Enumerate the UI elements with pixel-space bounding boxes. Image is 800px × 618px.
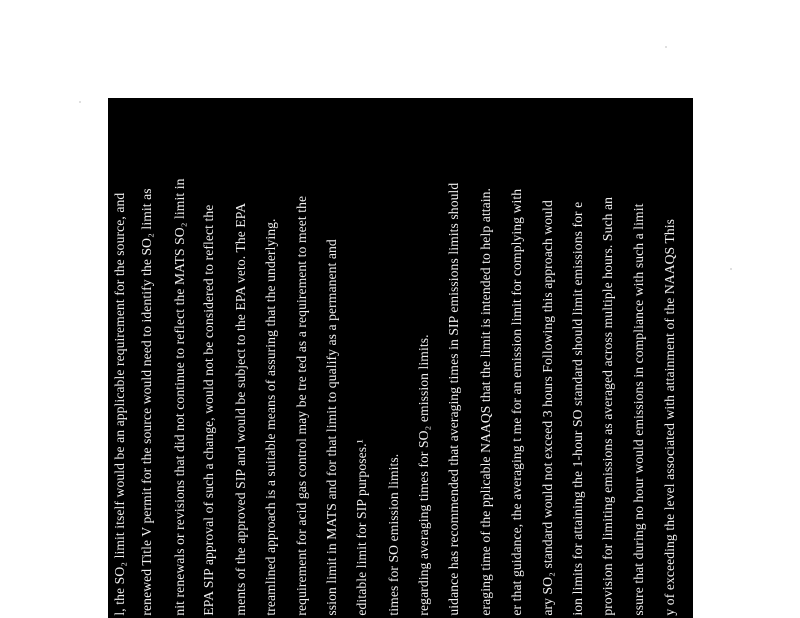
text-line: y of exceeding the level associated with attainment of the NAAQS This: [662, 219, 678, 616]
text-line: l, the SO₂ limit itself would be an applicable requirement for the source, and: [112, 193, 128, 616]
text-line: treamlined approach is a suitable means of assuring that the underlying.: [263, 218, 279, 616]
scan-speck: [730, 268, 732, 270]
text-line: renewed Title V permit for the source would need to identify the SO₂ limit as: [139, 188, 155, 616]
text-line: regarding averaging times for SO₂ emission limits.: [416, 334, 432, 616]
text-line: ary SO₂ standard would not exceed 3 hours Following this approach would: [540, 200, 556, 616]
text-line: uidance has recommended that averaging times in SIP emissions limits should: [446, 183, 462, 616]
text-line: nit renewals or revisions that did not continue to reflect the MATS SO₂ limit in: [172, 178, 188, 616]
text-line: times for SO emission limits.: [386, 454, 402, 616]
text-line: provision for limiting emissions as averaged across multiple hours. Such an: [600, 197, 616, 616]
text-line: ssure that during no hour would emissions in compliance with such a limit: [631, 203, 647, 616]
text-line: ments of the approved SIP and would be subject to the EPA veto. The EPA: [233, 203, 249, 616]
text-line: ion limits for attaining the 1-hour SO standard should limit emissions for e: [570, 202, 586, 616]
scan-speck: [665, 46, 667, 48]
text-line: EPA SIP approval of such a change, would not be considered to reflect the: [201, 205, 217, 616]
text-line: eraging time of the pplicable NAAQS that the limit is intended to help attain.: [478, 188, 494, 616]
rotated-document-scan: [108, 98, 693, 618]
text-line: ssion limit in MATS and for that limit to qualify as a permanent and: [324, 239, 340, 616]
text-line: er that guidance, the averaging t me for an emission limit for complying with: [509, 189, 525, 616]
scan-speck: [79, 101, 81, 103]
text-line: requirement for acid gas control may be tre ted as a requirement to meet the: [294, 196, 310, 616]
text-line: editable limit for SIP purposes.¹: [354, 439, 370, 616]
